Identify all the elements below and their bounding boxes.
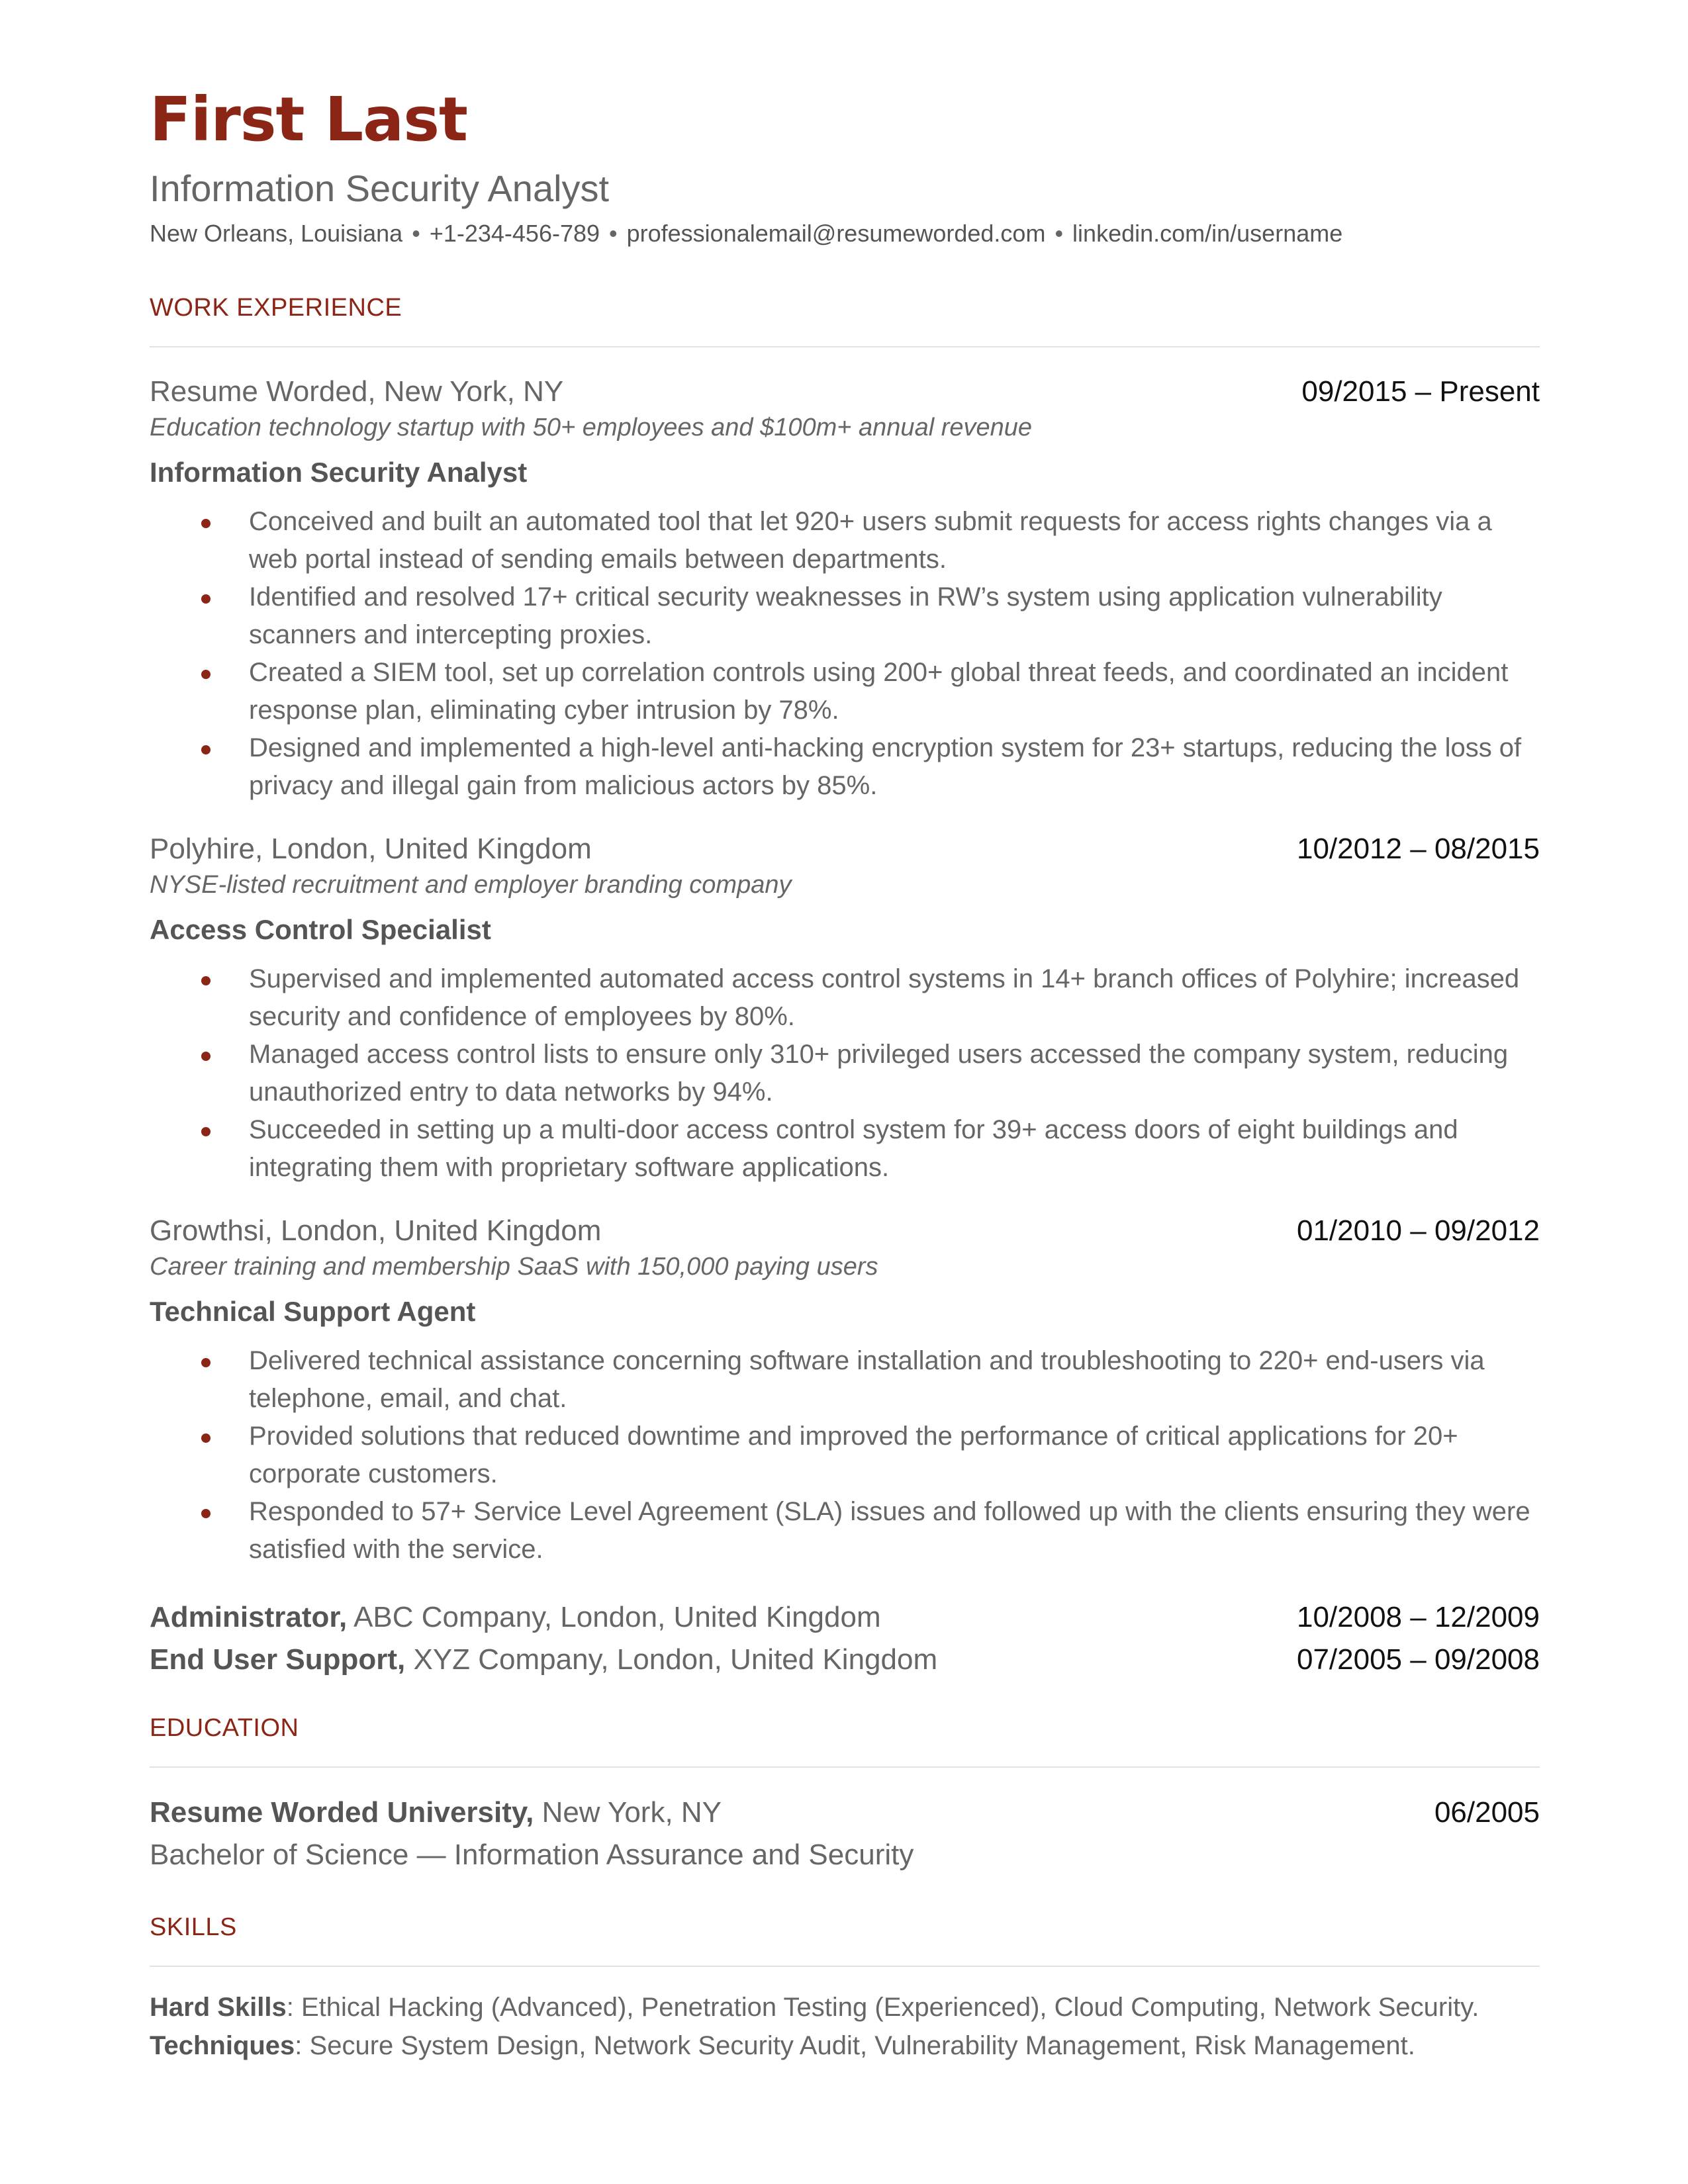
contact-separator: • bbox=[609, 220, 618, 248]
job-entry bbox=[150, 833, 1540, 1187]
education-school: Resume Worded University, bbox=[150, 1796, 534, 1829]
job-company-description: Career training and membership SaaS with 150,000 paying users bbox=[150, 1253, 878, 1281]
education-date: 06/2005 bbox=[1434, 1796, 1540, 1829]
job-dates: 01/2010 – 09/2012 bbox=[1296, 1214, 1540, 1248]
job-company-description: NYSE-listed recruitment and employer branding company bbox=[150, 871, 792, 899]
short-job-row bbox=[150, 1639, 1540, 1681]
section-title-education: EDUCATION bbox=[150, 1714, 299, 1743]
job-entry bbox=[150, 1214, 1540, 1569]
short-job-company: ABC Company, London, United Kingdom bbox=[353, 1601, 881, 1634]
section-title-skills: SKILLS bbox=[150, 1913, 237, 1942]
contact-separator: • bbox=[1055, 220, 1064, 248]
job-bullet: Supervised and implemented automated access control systems in 14+ branch offices of Polyhire; increased security and confidence of employees by 80%. bbox=[150, 960, 1540, 1036]
job-company: Growthsi, London, United Kingdom bbox=[150, 1214, 602, 1248]
job-bullet: Conceived and built an automated tool that let 920+ users submit requests for access rights changes via a web portal instead of sending emails between departments. bbox=[150, 503, 1540, 578]
job-header bbox=[150, 1214, 1540, 1248]
skills-techniques-list: : Secure System Design, Network Security Audit, Vulnerability Management, Risk Management. bbox=[295, 2031, 1415, 2061]
contact-linkedin[interactable]: linkedin.com/in/username bbox=[1072, 220, 1343, 248]
resume-content bbox=[150, 86, 1540, 2065]
short-job-company: XYZ Company, London, United Kingdom bbox=[413, 1643, 938, 1676]
section-divider bbox=[150, 346, 1540, 347]
education-entry bbox=[150, 1792, 1540, 1876]
skills-hard-row bbox=[150, 1988, 1540, 2026]
job-bullet: Delivered technical assistance concerning software installation and troubleshooting to 220+ end-users via telephone, email, and chat. bbox=[150, 1342, 1540, 1418]
education-row bbox=[150, 1792, 1540, 1834]
education-location: New York, NY bbox=[541, 1796, 722, 1829]
short-jobs bbox=[150, 1596, 1540, 1681]
job-bullet: Created a SIEM tool, set up correlation controls using 200+ global threat feeds, and coordinated an incident response plan, eliminating cyber intrusion by 78%. bbox=[150, 654, 1540, 729]
job-bullets bbox=[150, 960, 1540, 1187]
job-bullet: Succeeded in setting up a multi-door access control system for 39+ access doors of eight buildings and integrating them with proprietary software applications. bbox=[150, 1111, 1540, 1187]
job-bullet: Provided solutions that reduced downtime and improved the performance of critical applications for 20+ corporate customers. bbox=[150, 1418, 1540, 1493]
job-company: Polyhire, London, United Kingdom bbox=[150, 833, 592, 866]
short-job-row bbox=[150, 1596, 1540, 1639]
section-title-work: WORK EXPERIENCE bbox=[150, 294, 402, 322]
candidate-headline: Information Security Analyst bbox=[150, 167, 610, 210]
candidate-name: First Last bbox=[150, 84, 467, 155]
skills-hard-label: Hard Skills bbox=[150, 1993, 287, 2023]
contact-location: New Orleans, Louisiana bbox=[150, 220, 403, 248]
job-bullet: Identified and resolved 17+ critical security weaknesses in RW’s system using application vulnerability scanners and intercepting proxies. bbox=[150, 578, 1540, 654]
job-header bbox=[150, 375, 1540, 408]
job-bullet: Responded to 57+ Service Level Agreement (SLA) issues and followed up with the clients ensuring they were satisfied with the service. bbox=[150, 1493, 1540, 1569]
job-title: Access Control Specialist bbox=[150, 914, 491, 946]
short-job-dates: 10/2008 – 12/2009 bbox=[1296, 1601, 1540, 1634]
job-bullets bbox=[150, 1342, 1540, 1569]
education-degree: Bachelor of Science — Information Assurance and Security bbox=[150, 1839, 914, 1872]
section-divider bbox=[150, 1966, 1540, 1967]
job-entry bbox=[150, 375, 1540, 805]
skills-techniques-row bbox=[150, 2026, 1540, 2065]
job-company: Resume Worded, New York, NY bbox=[150, 375, 564, 408]
job-dates: 09/2015 – Present bbox=[1301, 375, 1540, 408]
job-title: Technical Support Agent bbox=[150, 1296, 476, 1328]
contact-line bbox=[150, 220, 1540, 248]
contact-phone: +1-234-456-789 bbox=[429, 220, 600, 248]
job-bullet: Designed and implemented a high-level anti-hacking encryption system for 23+ startups, reducing the loss of privacy and illegal gain from malicious actors by 85%. bbox=[150, 729, 1540, 805]
skills-techniques-label: Techniques bbox=[150, 2031, 295, 2061]
section-divider bbox=[150, 1766, 1540, 1768]
short-job-dates: 07/2005 – 09/2008 bbox=[1296, 1643, 1540, 1676]
skills-hard-list: : Ethical Hacking (Advanced), Penetration Testing (Experienced), Cloud Computing, Network Security. bbox=[286, 1993, 1479, 2023]
contact-separator: • bbox=[412, 220, 420, 248]
skills-block bbox=[150, 1988, 1540, 2065]
job-dates: 10/2012 – 08/2015 bbox=[1296, 833, 1540, 866]
job-company-description: Education technology startup with 50+ employees and $100m+ annual revenue bbox=[150, 414, 1033, 442]
job-bullets bbox=[150, 503, 1540, 805]
contact-email[interactable]: professionalemail@resumeworded.com bbox=[626, 220, 1046, 248]
job-header bbox=[150, 833, 1540, 866]
job-title: Information Security Analyst bbox=[150, 457, 528, 488]
job-bullet: Managed access control lists to ensure only 310+ privileged users accessed the company system, reducing unauthorized entry to data networks by 94%. bbox=[150, 1036, 1540, 1111]
short-job-title: Administrator, bbox=[150, 1601, 348, 1634]
short-job-title: End User Support, bbox=[150, 1643, 406, 1676]
